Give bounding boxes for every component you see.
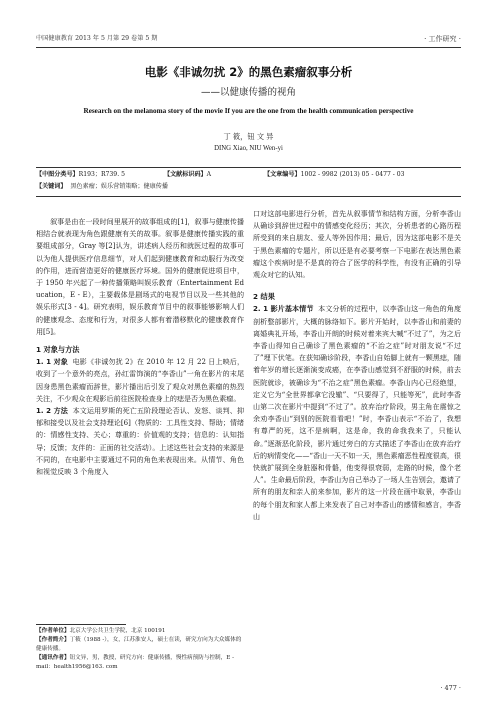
authors: 丁 筱，钮 文 异 (223, 132, 274, 141)
article-subtitle: ——以健康传播的视角 (200, 87, 296, 98)
corresponding-author-note: 【通讯作者】钮文异，男，教授，研究方向：健康传播，慢性病预防与控制，E - mail：health1956@163. com (36, 655, 234, 670)
clc-code: 【中图分类号】R193；R739. 5 (36, 171, 125, 178)
meta-top-divider (36, 167, 461, 168)
article-title: 电影《非诚勿扰 2》的黑色素瘤叙事分析 (144, 65, 353, 79)
section-label: · 工作研究 · (424, 35, 461, 43)
section-2-heading: 2 结果 (253, 292, 275, 302)
left-column (36, 216, 244, 478)
journal-issue: 中国健康教育 2013 年 5 月第 29 卷第 5 期 (36, 35, 158, 42)
section-1-heading: 1 对象与方法 (36, 345, 80, 355)
right-column (253, 208, 461, 523)
affiliation-note: 【作者单位】北京大学公共卫生学院，北京 100191 (36, 628, 166, 634)
author-bio-note: 【作者简介】丁筱（1988 -），女，江苏淮安人，硕士在读，研究方向为大众媒体的健康传播。 (36, 637, 242, 652)
page-number: · 477 · (440, 684, 461, 692)
authors-en: DING Xiao, NIU Wen-yi (214, 145, 283, 152)
author-footnotes (36, 627, 244, 672)
intro-paragraph: 叙事是由在一段时间里展开的故事组成的[1]，叙事与健康传播相结合就表现为角色跟健康有关的故事。叙事是健康传播实践的重要组成部分，Gray 等[2]认为，讲述病人经历和就医过程的故事可以为他人提供医疗信息细节，对人们起到健康教育和动服行为改变的作用，进而营造更好的健康医疗环境。国外的健康促进项目中，于 1950 年兴起了一种传播策略叫娱乐教育（Entertainment Education，E - E），主要载体是剧场式的电视节目以及一些其他的娱乐形式[3 - 4]。研究表明，娱乐教育节目中的叙事能够影响人们的健康观念、态度和行为，对很多人都有着潜移默化的健康教育作用[5]。 (36, 217, 244, 336)
document-code: 【文献标识码】A (164, 171, 212, 178)
header-divider (36, 47, 461, 48)
meta-bottom-divider (36, 196, 461, 197)
section-2-1-paragraph: 2. 1 影片基本情节 本文分析的过程中，以李香山这一角色的角度剖析整部影片，大概的脉络如下。影片开始时，以李香山和前妻的离婚典礼开场，李香山开朗的时候对着来宾大喊“不过了”，为之后李香山得知自己确诊了黑色素瘤的“不治之症”时对朋友说“不过了”埋下伏笔。在获知确诊阶段，李香山自始脚上就有一颗黑痣，随着年岁的增长逐渐演变成癌，在李香山感觉到不舒服的时候，前去医院就诊，被确诊为“不治之症”黑色素瘤。李香山内心已经绝望，定义它为“全世界都拿它没辙”、“只要得了，只能等死”，此时李香山第二次在影片中提到“不过了”。放弃治疗阶段，男主角在震惊之余劝李香山“到别的医院看看吧！”时，李香山表示“不治了，我想有尊严的死，这不是病啊，这是命，我的命我我来了，只能认命。”逐渐恶化阶段，影片通过旁白的方式描述了李香山在放弃治疗后的病情变化——“香山一天不如一天，黑色素瘤恶性程度很高，很快就扩展到全身脏器和骨骼，他变得很衰弱，走路的时候，像个老人”。生命最后阶段，李香山为自己举办了一场人生告别会，邀请了所有的朋友和亲人前来参加，影片的这一片段在画中取景，李香山的每个朋友和家人都上来发表了自己对李香山的感情和感言，李香山 (253, 304, 462, 521)
article-number: 【文章编号】1002 - 9982 (2013) 05 - 0477 - 03 (264, 171, 405, 178)
section-1-2-paragraph: 1. 2 方法 本文运用罗斯的死亡五阶段理论否认、发怒、谈判、抑郁和接受以及社会支持理论[6]（物质的：工具性支持、帮助；情绪的：情感性支持、关心；尊重的：价值观的支持；信息的：认知指导；反馈；友伴的：正面的社交活动）。上述这些社会支持的来源是不同的，在电影中主要通过不同的角色来表现出来。从情节、角色和视觉反映 3 个角度入 (36, 406, 244, 477)
article-title-en: Research on the melanoma story of the movie If you are the one from the health communication perspective (83, 107, 414, 115)
continued-paragraph: 口对这部电影进行分析，首先从叙事情节和结构方面，分析李香山从确诊到辞世过程中的情感变化经历；其次，分析患者的心路历程所受到的来自朋友、爱人等外因作用；最后，因为这部电影不是关于黑色素瘤的专题片，所以还是有必要考察一下电影在表达黑色素瘤这个疾病时是不是真的符合了医学的科学性，有没有正确的引导观众对它的认知。 (253, 209, 461, 280)
running-header (36, 33, 461, 45)
footnote-divider (36, 624, 126, 625)
section-1-1-paragraph: 1. 1 对象 电影《非诚勿扰 2》在 2010 年 12 月 22 日上映后，收到了一个意外的亮点，孙红雷饰演的“李香山”一角在影片的末尾因身患黑色素瘤而辞世，影片播出后引发了观众对黑色素瘤的热烈关注，不少观众在观影后前往医院检查身上的痣是否为黑色素瘤。 (36, 357, 244, 403)
keywords: 【关键词】 黑色素瘤；娱乐营销策略；健康传播 (36, 183, 168, 190)
